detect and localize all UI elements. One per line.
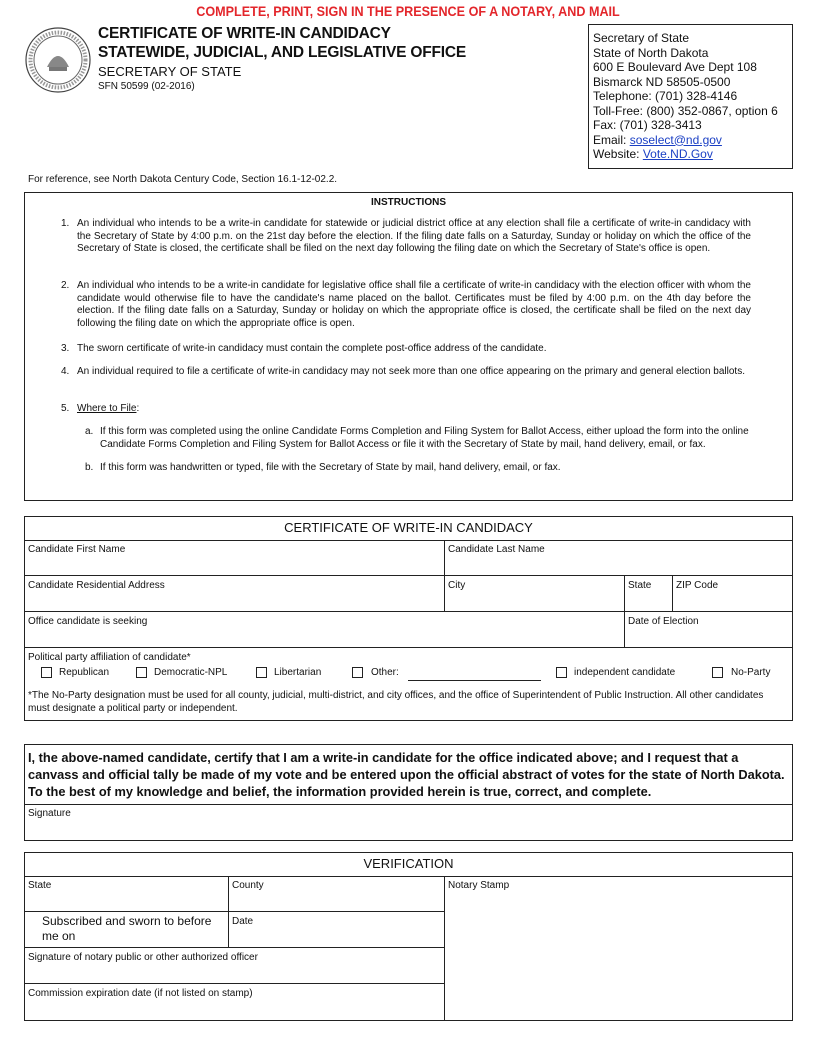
verification-date-field[interactable] <box>229 912 445 948</box>
checkbox-label: Republican <box>59 667 110 678</box>
item-text: The sworn certificate of write-in candidacy must contain the complete post-office address of the candidate. <box>77 343 547 354</box>
contact-line: Bismarck ND 58505-0500 <box>593 74 731 89</box>
address-field[interactable] <box>25 576 445 612</box>
instruction-subitem <box>85 426 790 451</box>
form-title-line1: CERTIFICATE OF WRITE-IN CANDIDACY <box>98 25 391 42</box>
instruction-item: 5. Where to File: <box>61 403 140 414</box>
field-label: Subscribed and sworn to before me on <box>42 914 212 943</box>
verification-county-field[interactable] <box>229 876 445 912</box>
commission-expiration-field[interactable] <box>25 984 445 1020</box>
contact-box <box>588 24 793 169</box>
subscribed-label <box>25 912 229 948</box>
field-label: Candidate First Name <box>28 544 126 555</box>
office-field[interactable] <box>25 612 625 648</box>
checkbox-label: independent candidate <box>574 667 676 678</box>
last-name-field[interactable] <box>445 540 792 576</box>
form-title-line2: STATEWIDE, JUDICIAL, AND LEGISLATIVE OFFICE <box>98 44 466 61</box>
field-label: City <box>448 580 466 591</box>
certificate-title: CERTIFICATE OF WRITE-IN CANDIDACY <box>25 517 792 541</box>
item-number: 3. <box>61 343 70 354</box>
party-label: Political party affiliation of candidate* <box>28 652 191 663</box>
field-label: County <box>232 880 264 891</box>
banner: COMPLETE, PRINT, SIGN IN THE PRESENCE OF A NOTARY, AND MAIL <box>196 3 620 19</box>
field-label: Date of Election <box>628 616 699 627</box>
form-number: SFN 50599 (02-2016) <box>98 81 195 92</box>
item-number: 4. <box>61 366 70 377</box>
field-label: State <box>628 580 652 591</box>
other-party-input[interactable] <box>408 680 541 681</box>
notary-signature-field[interactable] <box>25 948 445 984</box>
instructions-title: INSTRUCTIONS <box>371 197 446 208</box>
item-number: 1. <box>61 218 70 229</box>
party-footnote: *The No-Party designation must be used for all county, judicial, multi-district, and city offices, and the office of Superintendent of Public Instruction. All other candidates must designate a political party or independent. <box>28 690 764 714</box>
agency-name: SECRETARY OF STATE <box>98 64 242 79</box>
field-label: Candidate Last Name <box>448 544 545 555</box>
republican-checkbox[interactable] <box>41 667 52 678</box>
email-label: Email: <box>593 132 630 147</box>
democratic-npl-checkbox[interactable] <box>136 667 147 678</box>
state-field[interactable] <box>625 576 673 612</box>
field-label: Office candidate is seeking <box>28 616 148 627</box>
item-number: b. <box>85 462 94 473</box>
notary-stamp-area <box>445 876 792 1020</box>
contact-line: Secretary of State <box>593 31 690 45</box>
checkbox-label: Democratic-NPL <box>154 667 228 678</box>
reference-note: For reference, see North Dakota Century Code, Section 16.1-12-02.2. <box>28 174 338 185</box>
field-label: Signature <box>28 808 71 819</box>
field-label: Signature of notary public or other authorized officer <box>28 952 258 963</box>
website-label: Website: <box>593 147 643 161</box>
contact-line: 600 E Boulevard Ave Dept 108 <box>593 60 757 74</box>
verification-state-field[interactable] <box>25 876 229 912</box>
field-label: Notary Stamp <box>448 880 510 891</box>
item-number: a. <box>85 426 94 437</box>
field-label: Date <box>232 916 254 927</box>
item-text: If this form was completed using the online Candidate Forms Completion and Filing System for Ballot Access, either upload the form into the online Candidate Forms Completion and Filing System for Ballot Access or file it with the Secretary of State by mail, hand delivery, email, or fax. <box>100 426 749 450</box>
election-date-field[interactable] <box>625 612 792 648</box>
website-link[interactable]: Vote.ND.Gov <box>642 147 713 161</box>
city-field[interactable] <box>445 576 625 612</box>
no-party-checkbox[interactable] <box>712 667 723 678</box>
contact-line: State of North Dakota <box>593 45 709 60</box>
libertarian-checkbox[interactable] <box>256 667 267 678</box>
instruction-item <box>61 218 751 256</box>
certification-section <box>24 744 793 841</box>
item-text: If this form was handwritten or typed, file with the Secretary of State by mail, hand delivery, email, or fax. <box>100 462 561 473</box>
instruction-item <box>61 343 751 356</box>
item-text: An individual required to file a certificate of write-in candidacy may not seek more than one office appearing on the primary and general election ballots. <box>77 366 745 377</box>
item-text: An individual who intends to be a write-in candidate for legislative office shall file a certificate of write-in candidacy with the election officer with whom the candidate would otherwise file to have the candidate's name placed on the ballot. Certificates must be filed by 4:00 p.m. on the 4th day before the election. If the filing date falls on a Saturday, Sunday or holiday on which the appropriate office is closed, the certificate shall be filed on the next day following the filing date on which the appropriate office is open. <box>77 280 751 329</box>
instruction-item <box>61 366 751 379</box>
checkbox-label: Other: <box>371 667 399 678</box>
independent-checkbox[interactable] <box>556 667 567 678</box>
instruction-subitem <box>85 462 790 475</box>
zip-field[interactable] <box>673 576 792 612</box>
certification-statement: I, the above-named candidate, certify that I am a write-in candidate for the office indicated above; and I request that a canvass and official tally be made of my vote and be entered upon the official abstract of votes for the state of North Dakota. To the best of my knowledge and belief, the information provided herein is true, correct, and complete. <box>28 750 785 799</box>
email-link[interactable]: soselect@nd.gov <box>629 132 722 147</box>
item-number: 5. <box>61 403 70 414</box>
state-seal-icon <box>25 27 91 93</box>
field-label: Candidate Residential Address <box>28 580 165 591</box>
contact-line: Toll-Free: (800) 352-0867, option 6 <box>593 103 778 118</box>
signature-field[interactable] <box>25 804 792 841</box>
item-text: Where to File <box>77 403 137 414</box>
other-checkbox[interactable] <box>352 667 363 678</box>
checkbox-label: Libertarian <box>274 667 322 678</box>
item-text: An individual who intends to be a write-in candidate for statewide or judicial district office at any election shall file a certificate of write-in candidacy with the Secretary of State by 4:00 p.m. on the 21st day before the election. If the filing date falls on a Saturday, Sunday or holiday on which the office of the Secretary of State is closed, the certificate shall be filed on the next day following the filing date on which the Secretary of State's office is open. <box>77 218 751 254</box>
verification-title: VERIFICATION <box>25 853 792 877</box>
first-name-field[interactable] <box>25 540 445 576</box>
item-number: 2. <box>61 280 70 291</box>
instruction-item <box>61 280 751 330</box>
field-label: Commission expiration date (if not listed on stamp) <box>28 988 253 999</box>
contact-line: Telephone: (701) 328-4146 <box>593 89 738 103</box>
contact-line: Fax: (701) 328-3413 <box>593 118 702 132</box>
checkbox-label: No-Party <box>731 667 771 678</box>
field-label: State <box>28 880 52 891</box>
instructions-box <box>24 192 793 501</box>
field-label: ZIP Code <box>676 580 719 591</box>
